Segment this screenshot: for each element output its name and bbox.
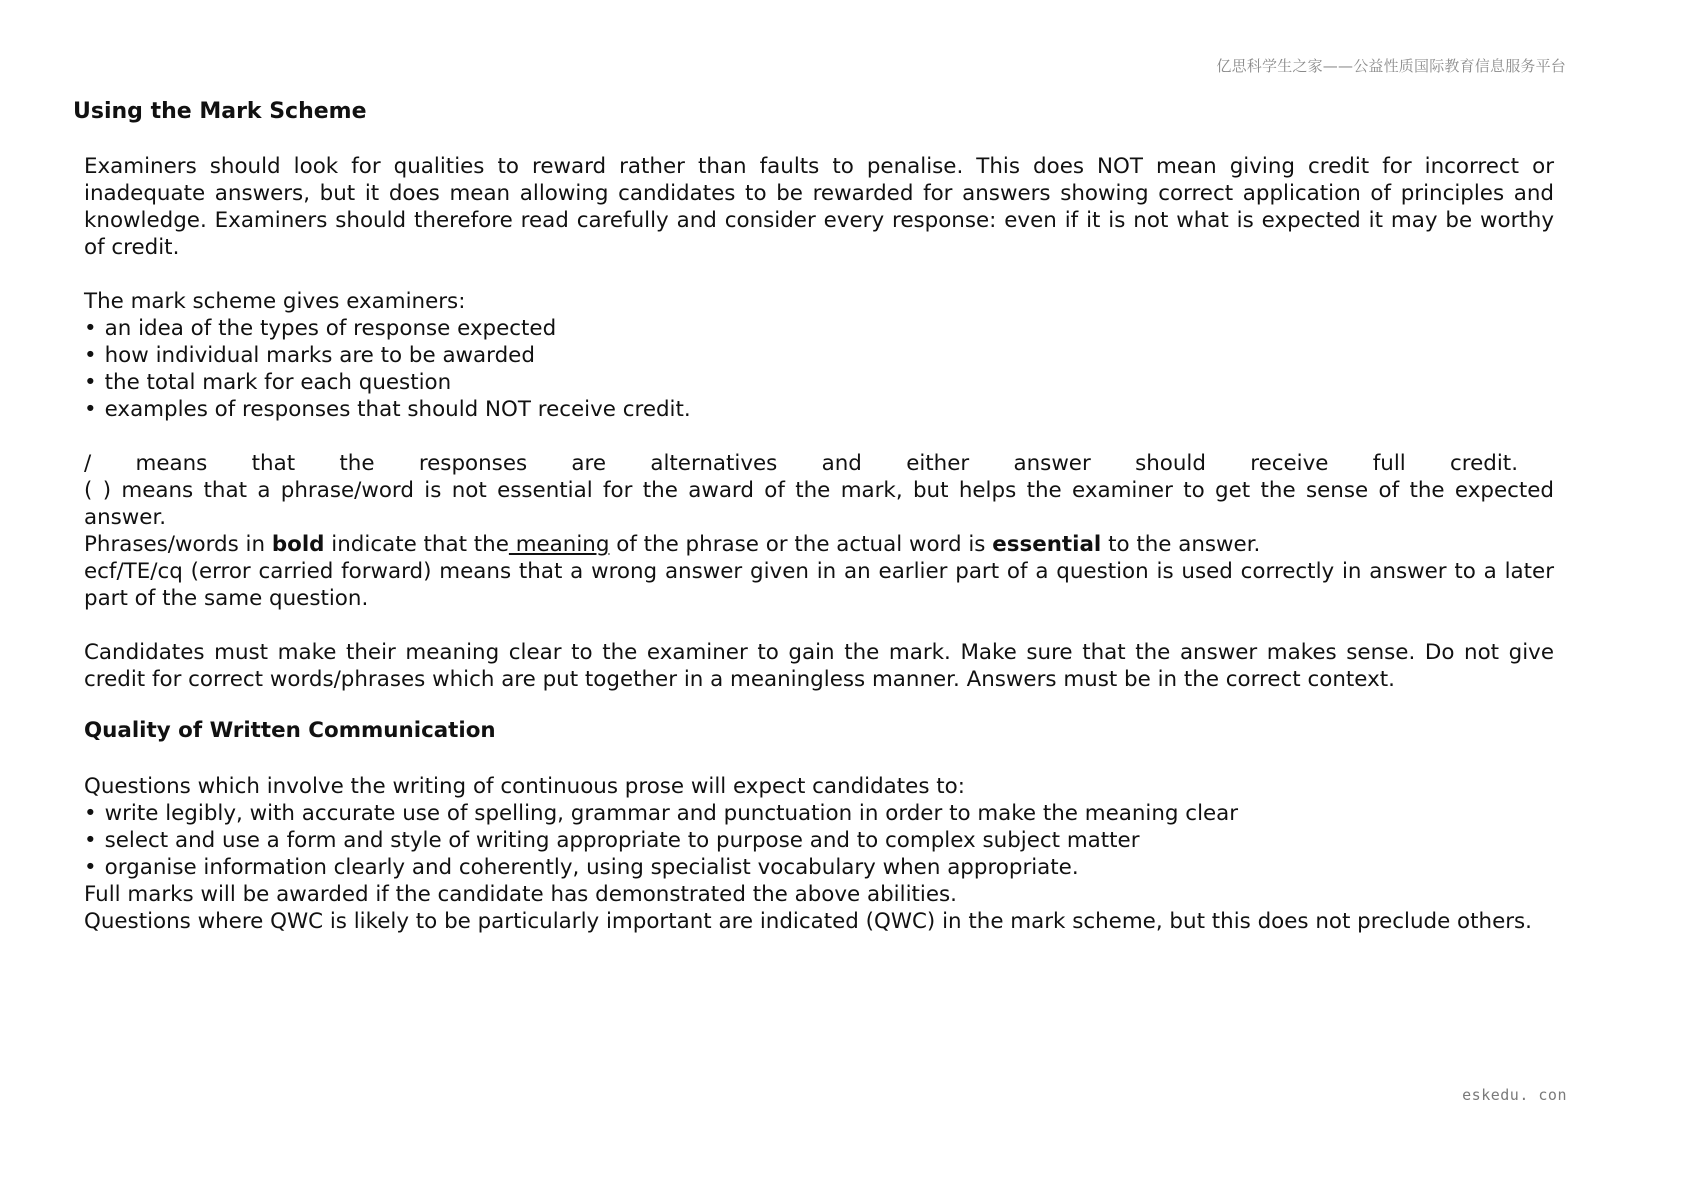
meaning-paragraph-block (84, 639, 1554, 693)
intro-paragraph-block (84, 153, 1554, 261)
bold-rule-underlined-word: meaning (508, 532, 610, 557)
header-watermark: 亿思科学生之家——公益性质国际教育信息服务平台 (1216, 57, 1566, 75)
list-item: • how individual marks are to be awarded (84, 342, 1554, 369)
bold-rule-bold-word: bold (271, 532, 325, 557)
bold-rule-part3: of the phrase or the actual word is (609, 532, 993, 557)
list-item: • write legibly, with accurate use of spelling, grammar and punctuation in order to make the meaning clear (84, 800, 1554, 827)
slash-rule: / means that the responses are alternatives and either answer should receive full credit. (84, 451, 1518, 476)
notation-rules-block (84, 450, 1554, 612)
brackets-rule: ( ) means that a phrase/word is not essential for the award of the mark, but helps the examiner to get the sense of the expected answer. (84, 478, 1554, 530)
mark-scheme-bullet-list (84, 315, 1554, 423)
section-title-qwc: Quality of Written Communication (84, 718, 496, 743)
bold-rule-essential-word: essential (992, 532, 1102, 557)
bold-rule-part2: indicate that the (324, 532, 509, 557)
list-item: • examples of responses that should NOT receive credit. (84, 396, 1554, 423)
list-item: • an idea of the types of response expected (84, 315, 1554, 342)
bold-rule-part4: to the answer. (1101, 532, 1261, 557)
list-item: • the total mark for each question (84, 369, 1554, 396)
full-marks-note: Full marks will be awarded if the candidate has demonstrated the above abilities. (84, 882, 957, 907)
list-intro: The mark scheme gives examiners: (84, 289, 466, 314)
qwc-block (84, 773, 1554, 935)
bold-rule (84, 531, 1554, 558)
qwc-bullet-list (84, 800, 1554, 881)
meaning-paragraph: Candidates must make their meaning clear to the examiner to gain the mark. Make sure that the answer makes sense. Do not give credit for correct words/phrases which are put together in a meaningless manner. Answers must be in the correct context. (84, 640, 1554, 692)
ecf-rule: ecf/TE/cq (error carried forward) means that a wrong answer given in an earlier part of a question is used correctly in answer to a later part of the same question. (84, 559, 1554, 611)
qwc-list-intro: Questions which involve the writing of continuous prose will expect candidates to: (84, 774, 965, 799)
footer-site-label: eskedu. con (1462, 1086, 1567, 1104)
qwc-note: Questions where QWC is likely to be particularly important are indicated (QWC) in the mark scheme, but this does not preclude others. (84, 909, 1532, 934)
bold-rule-part1: Phrases/words in (84, 532, 272, 557)
list-item: • select and use a form and style of writing appropriate to purpose and to complex subject matter (84, 827, 1554, 854)
page-title: Using the Mark Scheme (73, 99, 367, 124)
mark-scheme-list-block (84, 288, 1554, 423)
intro-paragraph: Examiners should look for qualities to reward rather than faults to penalise. This does NOT mean giving credit for incorrect or inadequate answers, but it does mean allowing candidates to be rewarded for answers showing correct application of principles and knowledge. Examiners should therefore read carefully and consider every response: even if it is not what is expected it may be worthy of credit. (84, 154, 1554, 260)
list-item: • organise information clearly and coherently, using specialist vocabulary when appropriate. (84, 854, 1554, 881)
